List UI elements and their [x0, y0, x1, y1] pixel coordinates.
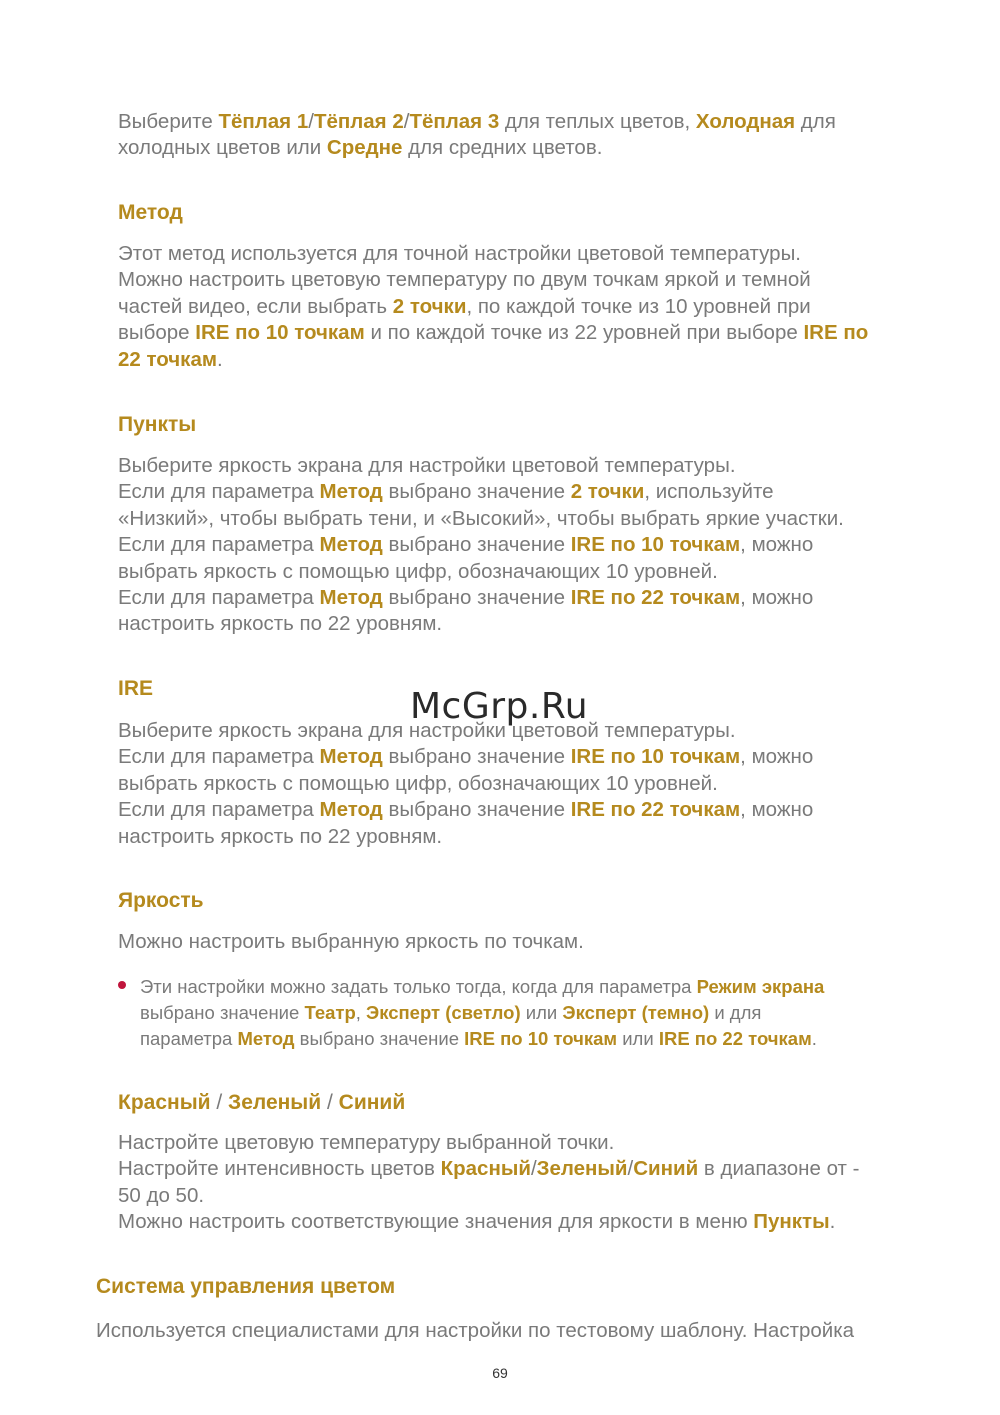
brightness-paragraph: Можно настроить выбранную яркость по точкам. — [118, 930, 584, 953]
section-heading-rgb: Красный / Зеленый / Синий — [118, 1091, 406, 1114]
brightness-note: Эти настройки можно задать только тогда, когда для параметра Режим экрана выбрано значение Театр, Эксперт (светло) или Эксперт (темно) и для параметра Метод выбрано значение IRE по 10 точкам или IRE по 22 точкам. — [140, 976, 825, 1049]
page-number: 69 — [492, 1365, 508, 1381]
method-paragraph: Этот метод используется для точной настройки цветовой температуры. Можно настроить цветовую температуру по двум точкам яркой и темной частей видео, если выбрать 2 точки, по каждой точке из 10 уровней при выборе IRE по 10 точкам и по каждой точке из 22 уровней при выборе IRE по 22 точкам. — [118, 242, 869, 371]
rgb-paragraph: Настройте цветовую температуру выбранной точки. Настройте интенсивность цветов Красный/Зеленый/Синий в диапазоне от - 50 до 50. Можно настроить соответствующие значения для яркости в меню Пункты. — [118, 1131, 860, 1234]
section-heading-brightness: Яркость — [118, 889, 204, 912]
section-heading-ire: IRE — [118, 677, 154, 700]
section-heading-method: Метод — [118, 201, 183, 224]
watermark: McGrp.Ru — [410, 686, 589, 727]
intro-paragraph: Выберите Тёплая 1/Тёплая 2/Тёплая 3 для теплых цветов, Холодная для холодных цветов или Средне для средних цветов. — [118, 110, 836, 160]
cms-paragraph-line: Используется специалистами для настройки по тестовому шаблону. Настройка — [96, 1319, 855, 1342]
section-heading-points: Пункты — [118, 413, 197, 436]
ire-paragraph: Выберите яркость экрана для настройки цветовой температуры. Если для параметра Метод выбрано значение IRE по 10 точкам, можно выбрать яркость с помощью цифр, обозначающих 10 уровней. Если для параметра Метод выбрано значение IRE по 22 точкам, можно настроить яркость по 22 уровням. — [118, 719, 814, 848]
bullet-icon — [118, 981, 126, 989]
points-paragraph: Выберите яркость экрана для настройки цветовой температуры. Если для параметра Метод выбрано значение 2 точки, используйте «Низкий», чтобы выбрать тени, и «Высокий», чтобы выбрать яркие участки. Если для параметра Метод выбрано значение IRE по 10 точкам, можно выбрать яркость с помощью цифр, обозначающих 10 уровней. Если для параметра Метод выбрано значение IRE по 22 точкам, можно настроить яркость по 22 уровням. — [118, 454, 844, 636]
section-heading-cms: Система управления цветом — [96, 1275, 396, 1298]
